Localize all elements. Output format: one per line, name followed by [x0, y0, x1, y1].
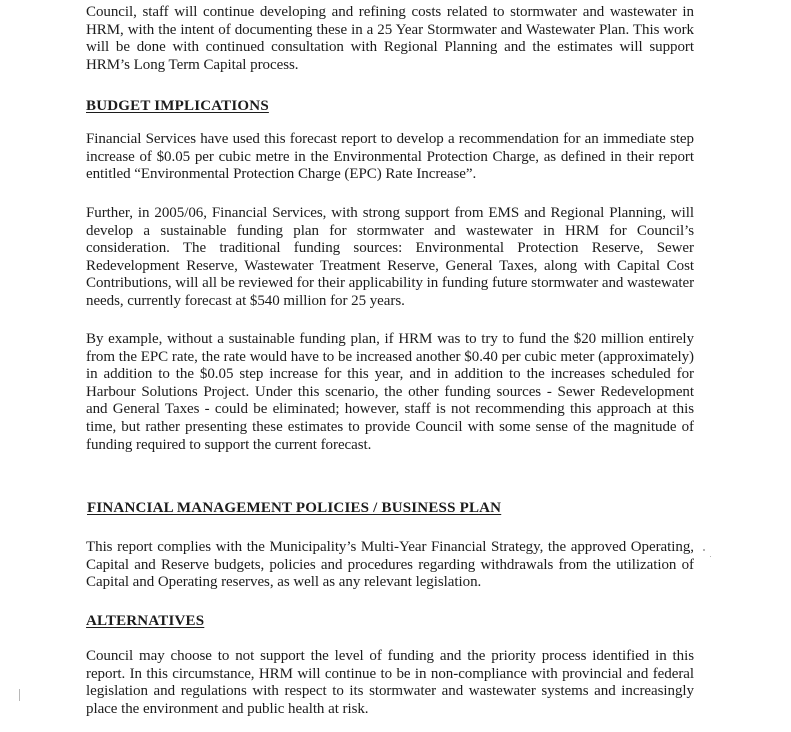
scan-margin-mark [19, 689, 20, 701]
financial-management-heading: FINANCIAL MANAGEMENT POLICIES / BUSINESS PLAN [87, 500, 502, 516]
budget-paragraph-1: Financial Services have used this forecast report to develop a recommendation for an immediate step increase of $0.05 per cubic metre in the Environmental Protection Charge, as defined in their report entitled “Environmental Protection Charge (EPC) Rate Increase”. [86, 131, 694, 183]
alternatives-paragraph: Council may choose to not support the level of funding and the priority process identified in this report. In this circumstance, HRM will continue to be in non-compliance with provincial and federal legislation and regulations with respect to its stormwater and wastewater systems and increasingly place the environment and public health at risk. [86, 648, 694, 717]
budget-paragraph-2: Further, in 2005/06, Financial Services, with strong support from EMS and Regional Planning, will develop a sustainable funding plan for stormwater and wastewater in HRM for Council’s consideration. The traditional funding sources: Environmental Protection Reserve, Sewer Redevelopment Reserve, Wastewater Treatment Reserve, General Taxes, along with Capital Cost Contributions, will all be reviewed for their applicability in funding future stormwater and wastewater needs, currently forecast at $540 million for 25 years. [86, 205, 695, 309]
intro-paragraph: Council, staff will continue developing and refining costs related to stormwater and wastewater in HRM, with the intent of documenting these in a 25 Year Stormwater and Wastewater Plan. This work will be done with continued consultation with Regional Planning and the estimates will support HRM’s Long Term Capital process. [86, 4, 694, 73]
financial-management-paragraph: This report complies with the Municipality’s Multi-Year Financial Strategy, the approved Operating, Capital and Reserve budgets, policies and procedures regarding withdrawals from the utilization of Capital and Operating reserves, as well as any relevant legislation. [86, 539, 694, 591]
alternatives-heading: ALTERNATIVES [86, 613, 205, 629]
scan-speck [703, 549, 705, 551]
budget-paragraph-3: By example, without a sustainable funding plan, if HRM was to try to fund the $20 million entirely from the EPC rate, the rate would have to be increased another $0.40 per cubic meter (approximately) in addition to the $0.05 step increase for this year, and in addition to the increases scheduled for Harbour Solutions Project. Under this scenario, the other funding sources - Sewer Redevelopment and General Taxes - could be eliminated; however, staff is not recommending this approach at this time, but rather presenting these estimates to provide Council with some sense of the magnitude of funding required to support the current forecast. [86, 331, 694, 453]
budget-implications-heading: BUDGET IMPLICATIONS [86, 98, 269, 114]
scan-speck [710, 556, 711, 557]
